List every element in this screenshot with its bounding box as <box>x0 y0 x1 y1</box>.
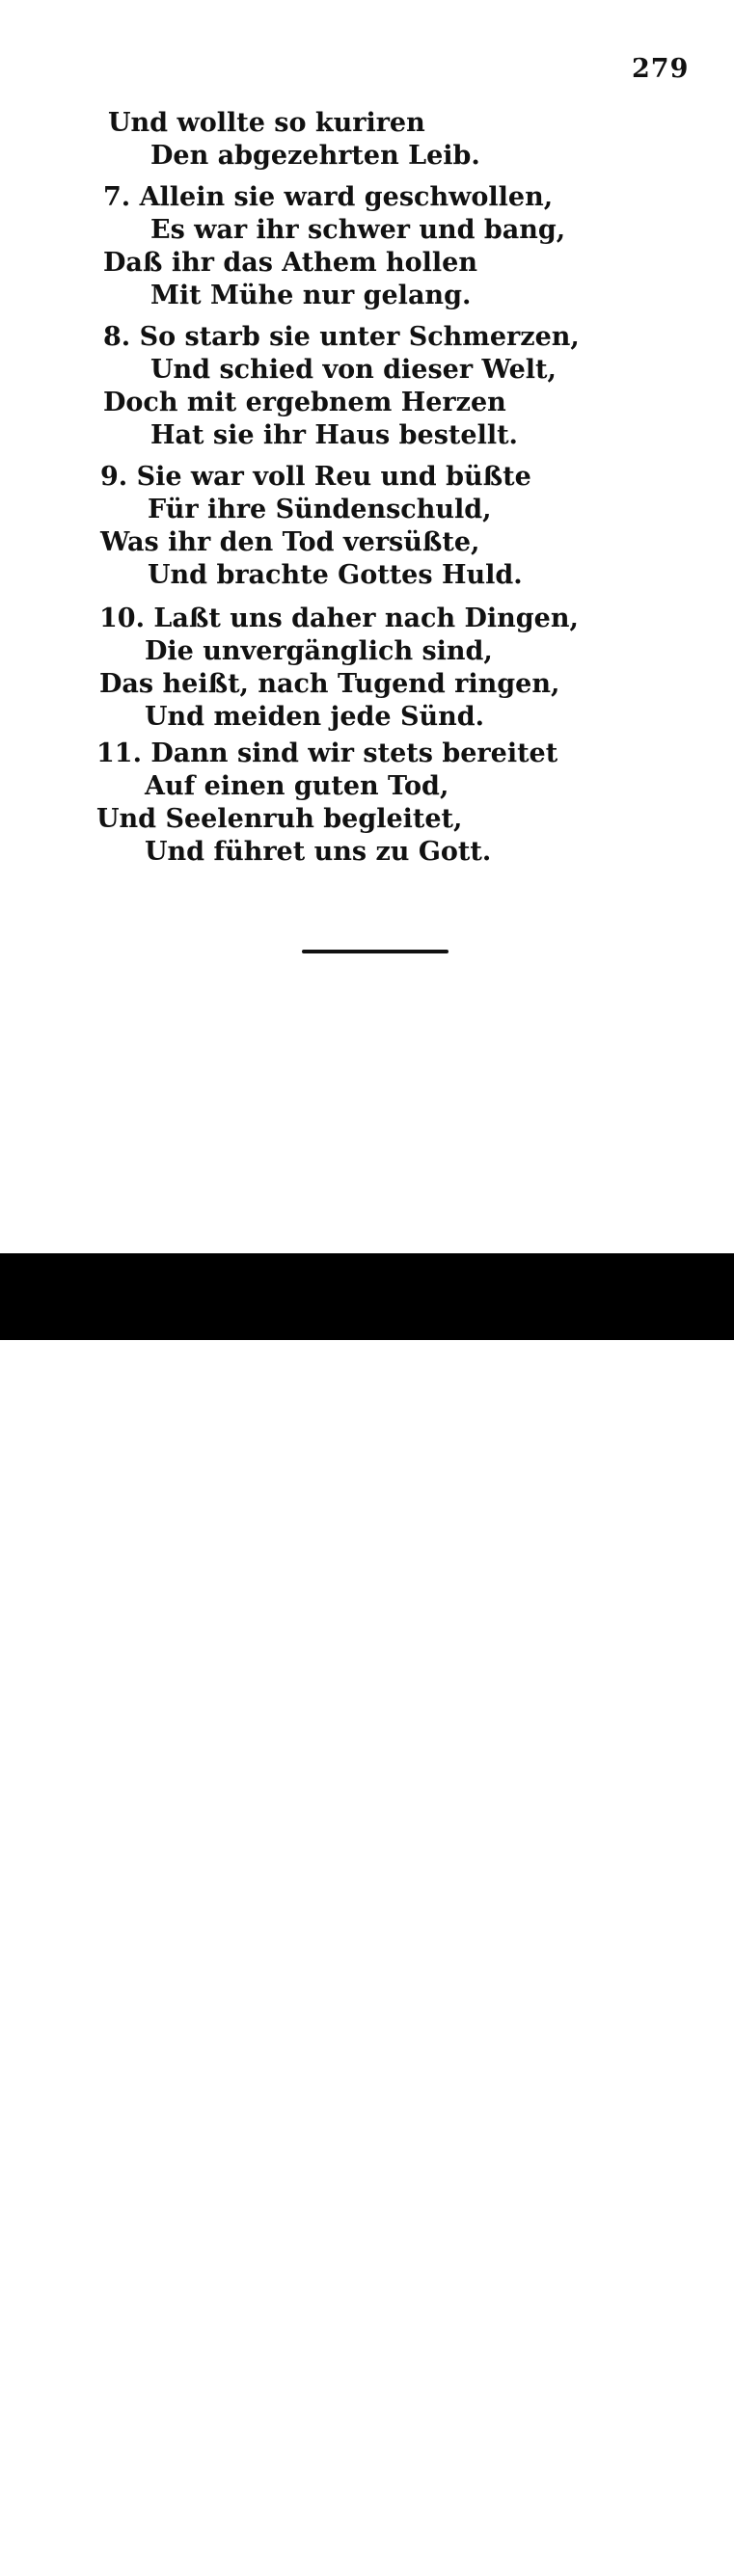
page-number: 279 <box>632 54 690 84</box>
poem-line: 8. So starb sie unter Schmerzen, <box>103 322 580 352</box>
poem-line: Mit Mühe nur gelang. <box>150 281 472 310</box>
poem-line: Und brachte Gottes Huld. <box>148 560 523 590</box>
poem-line: Den abgezehrten Leib. <box>150 141 480 171</box>
poem-line: Das heißt, nach Tugend ringen, <box>99 669 560 699</box>
poem-line: Die unvergänglich sind, <box>145 636 493 666</box>
watermark-banner <box>0 1253 734 2575</box>
poem-line: 9. Sie war voll Reu und büßte <box>100 462 531 492</box>
image-id: JHCTAX <box>650 2529 713 2547</box>
poem-line: Und wollte so kuriren <box>108 108 425 138</box>
alamy-logo: alamy <box>19 2525 141 2575</box>
poem-line: Und führet uns zu Gott. <box>145 837 492 867</box>
poem-line: Daß ihr das Athem hollen <box>103 248 477 278</box>
poem-line: Und meiden jede Sünd. <box>145 702 484 732</box>
poem-line: Was ihr den Tod versüßte, <box>100 527 480 557</box>
poem-line: Auf einen guten Tod, <box>145 771 449 801</box>
ornamental-divider <box>302 950 449 953</box>
poem-line: Für ihre Sündenschuld, <box>148 495 492 524</box>
poem-line: 11. Dann sind wir stets bereitet <box>96 738 558 768</box>
poem-line: 7. Allein sie ward geschwollen, <box>103 182 554 212</box>
site-url: www.alamy.com <box>595 2555 713 2573</box>
poem-line: Hat sie ihr Haus bestellt. <box>150 420 518 450</box>
poem-line: Doch mit ergebnem Herzen <box>103 388 506 417</box>
poem-line: Und schied von dieser Welt, <box>150 355 557 385</box>
poem-line: Es war ihr schwer und bang, <box>150 215 566 245</box>
scanned-page <box>0 0 734 1253</box>
poem-line: 10. Laßt uns daher nach Dingen, <box>99 604 579 633</box>
poem-line: Und Seelenruh begleitet, <box>96 804 463 834</box>
